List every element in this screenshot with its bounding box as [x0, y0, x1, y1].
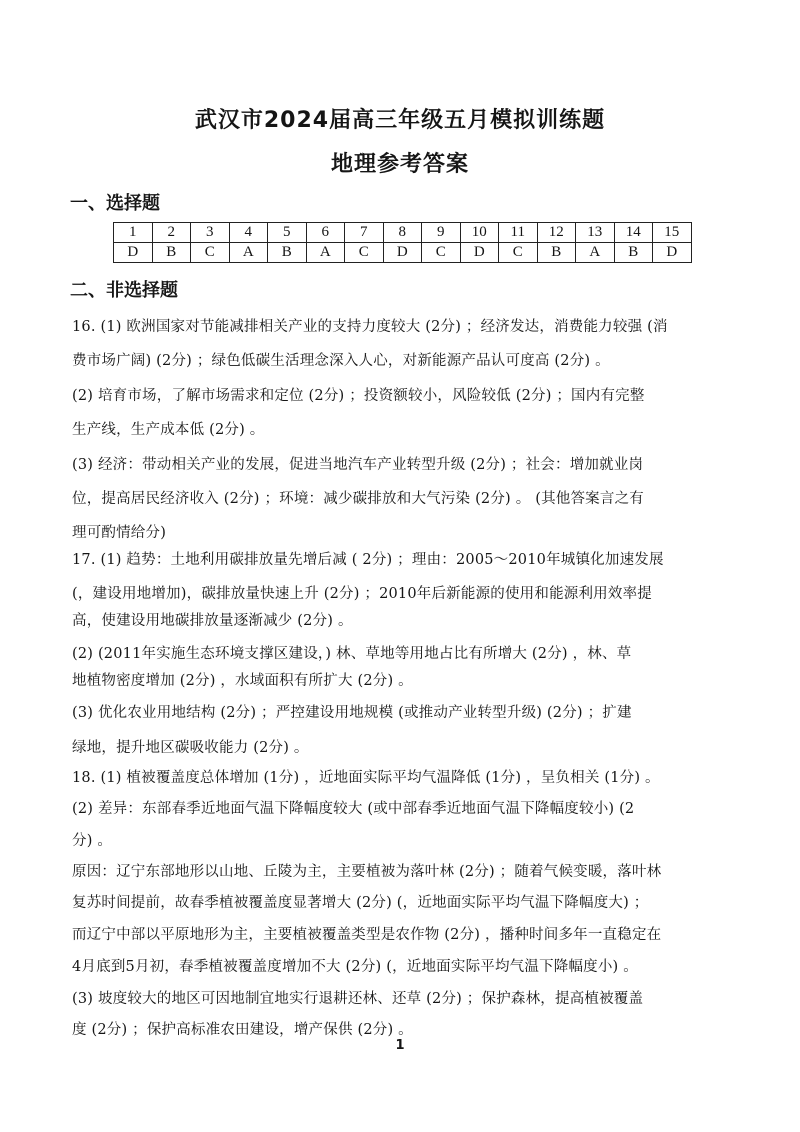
- answer-cell: C: [345, 243, 384, 263]
- answer-table: [113, 222, 692, 263]
- question-number-cell: 2: [152, 223, 191, 243]
- section-heading-nonchoice: 二、非选择题: [70, 280, 178, 301]
- question-number-cell: 13: [576, 223, 615, 243]
- answer-text-line: 绿地，提升地区碳吸收能力 (2分) 。: [72, 740, 309, 756]
- answer-text-line: 地植物密度增加 (2分) ，水域面积有所扩大 (2分) 。: [72, 673, 413, 689]
- answer-text-line: 复苏时间提前，故春季植被覆盖度显著增大 (2分) (，近地面实际平均气温下降幅度大) ；: [72, 895, 649, 911]
- answer-text-line: 17. (1) 趋势：土地利用碳排放量先增后减 ( 2分) ；理由：2005～2010年城镇化加速发展: [72, 552, 664, 568]
- answer-cell: D: [653, 243, 692, 263]
- answer-text-line: 分) 。: [72, 833, 113, 849]
- question-number-cell: 9: [422, 223, 461, 243]
- page-number: 1: [395, 1038, 405, 1053]
- question-number-cell: 12: [537, 223, 576, 243]
- answer-text-line: (2) 培育市场，了解市场需求和定位 (2分) ；投资额较小，风险较低 (2分) ；国内有完整: [72, 388, 645, 404]
- answer-text-line: 而辽宁中部以平原地形为主，主要植被覆盖类型是农作物 (2分) ，播种时间多年一直稳定在: [72, 927, 662, 943]
- answer-cell: B: [614, 243, 653, 263]
- answer-text-line: 费市场广阔) (2分) ；绿色低碳生活理念深入人心，对新能源产品认可度高 (2分) 。: [72, 353, 610, 369]
- question-number-cell: 3: [191, 223, 230, 243]
- answer-text-line: 4月底到5月初，春季植被覆盖度增加不大 (2分) (，近地面实际平均气温下降幅度小) 。: [72, 959, 638, 975]
- answer-text-line: 16. (1) 欧洲国家对节能减排相关产业的支持力度较大 (2分) ；经济发达，消费能力较强 (消: [72, 319, 668, 335]
- answer-text-line: (3) 经济：带动相关产业的发展，促进当地汽车产业转型升级 (2分) ；社会：增加就业岗: [72, 457, 644, 473]
- question-number-cell: 5: [268, 223, 307, 243]
- answer-cell: D: [460, 243, 499, 263]
- section-heading-choice: 一、选择题: [70, 193, 160, 214]
- answer-cell: B: [537, 243, 576, 263]
- answer-text-line: (2) (2011年实施生态环境支撑区建设，) 林、草地等用地占比有所增大 (2分) ，林、草: [72, 646, 632, 662]
- document-title: 武汉市2024届高三年级五月模拟训练题: [194, 108, 606, 133]
- answer-text-line: (3) 坡度较大的地区可因地制宜地实行退耕还林、还草 (2分) ；保护森林，提高植被覆盖: [72, 991, 644, 1007]
- answer-cell: A: [306, 243, 345, 263]
- answer-text-line: 原因：辽宁东部地形以山地、丘陵为主，主要植被为落叶林 (2分) ；随着气候变暖，落叶林: [72, 864, 662, 880]
- question-number-cell: 15: [653, 223, 692, 243]
- answer-cell: D: [114, 243, 153, 263]
- answer-text-line: (3) 优化农业用地结构 (2分) ；严控建设用地规模 (或推动产业转型升级) (2分) ；扩建: [72, 705, 632, 721]
- answer-text-line: 位，提高居民经济收入 (2分) ；环境：减少碳排放和大气污染 (2分) 。 (其他答案言之有: [72, 491, 644, 507]
- question-number-cell: 8: [383, 223, 422, 243]
- answer-cell: C: [499, 243, 538, 263]
- answer-cell: A: [229, 243, 268, 263]
- question-number-cell: 11: [499, 223, 538, 243]
- answer-cell: A: [576, 243, 615, 263]
- answer-cell: B: [268, 243, 307, 263]
- answer-text-line: 理可酌情给分): [72, 525, 167, 541]
- answer-table-answer-row: [114, 243, 692, 263]
- question-number-cell: 14: [614, 223, 653, 243]
- answer-cell: C: [422, 243, 461, 263]
- answer-cell: D: [383, 243, 422, 263]
- answer-table-number-row: [114, 223, 692, 243]
- document-subtitle: 地理参考答案: [330, 152, 469, 177]
- answer-text-line: 18. (1) 植被覆盖度总体增加 (1分) ，近地面实际平均气温降低 (1分) ，呈负相关 (1分) 。: [72, 770, 660, 786]
- question-number-cell: 1: [114, 223, 153, 243]
- answer-text-line: 高，使建设用地碳排放量逐渐减少 (2分) 。: [72, 613, 353, 629]
- answer-text-line: 生产线，生产成本低 (2分) 。: [72, 422, 265, 438]
- question-number-cell: 7: [345, 223, 384, 243]
- answer-cell: B: [152, 243, 191, 263]
- answer-cell: C: [191, 243, 230, 263]
- answer-text-line: (2) 差异：东部春季近地面气温下降幅度较大 (或中部春季近地面气温下降幅度较小) (2: [72, 801, 635, 817]
- answer-text-line: 度 (2分) ；保护高标准农田建设，增产保供 (2分) 。: [72, 1022, 413, 1038]
- question-number-cell: 6: [306, 223, 345, 243]
- question-number-cell: 10: [460, 223, 499, 243]
- question-number-cell: 4: [229, 223, 268, 243]
- answer-text-line: (，建设用地增加)，碳排放量快速上升 (2分) ；2010年后新能源的使用和能源利用效率提: [72, 586, 652, 602]
